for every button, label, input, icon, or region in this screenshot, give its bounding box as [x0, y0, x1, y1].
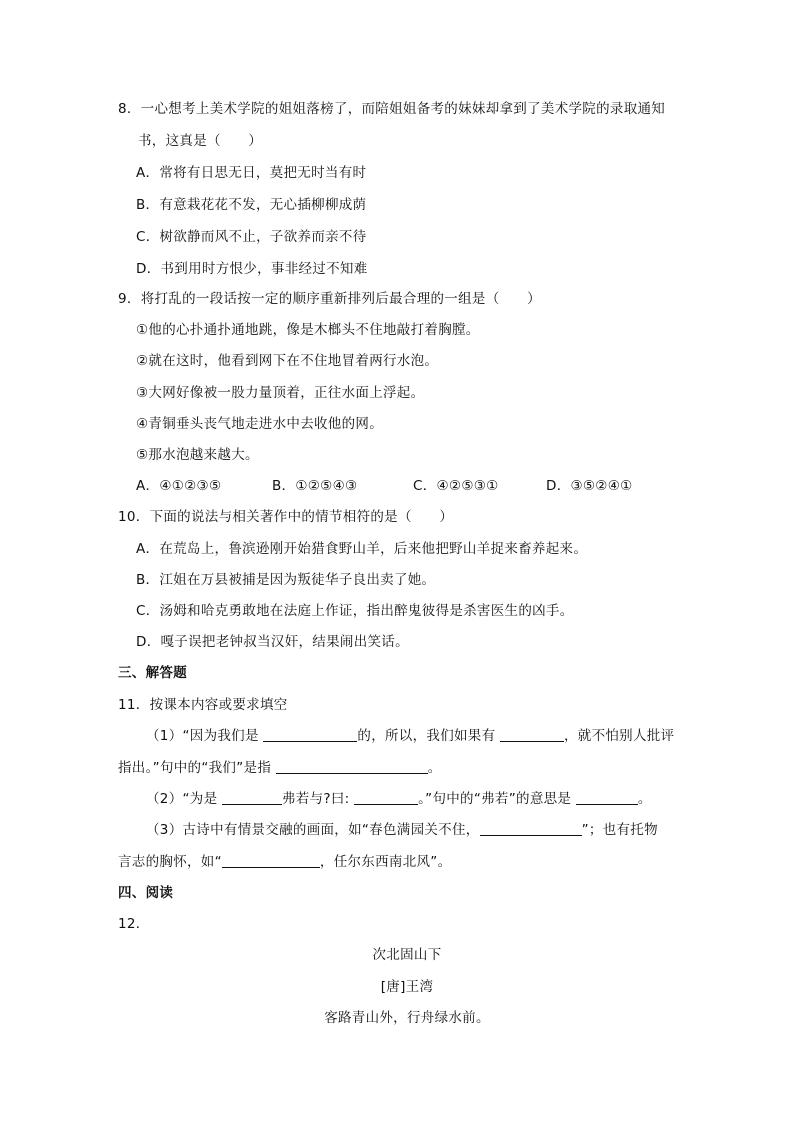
q9-sentence-2: ②就在这时，他看到网下在不住地冒着两行水泡。 — [136, 353, 439, 369]
q11-part3-text-c: 言志的胸怀，如“ — [118, 854, 222, 870]
q9-sentence-5: ⑤那水泡越来越大。 — [136, 447, 259, 463]
q11-part3-text-a: （3）古诗中有情景交融的画面，如“春色满园关不住， — [146, 822, 480, 838]
q11-part1-text-e: 。 — [427, 760, 442, 776]
q11-part1-line2 — [118, 758, 442, 778]
q8-stem-line2: 书，这真是（ ） — [138, 133, 263, 149]
q9-option-d: D．③⑤②④① — [546, 478, 633, 494]
q8-option-a: A．常将有日思无日，莫把无时当有时 — [136, 165, 367, 181]
q11-part1-line1 — [146, 726, 674, 746]
q9-sentence-3: ③大网好像被一股力量顶着，正往水面上浮起。 — [136, 385, 425, 401]
q10-option-c: C．汤姆和哈克勇敢地在法庭上作证，指出醉鬼彼得是杀害医生的凶手。 — [136, 603, 574, 619]
q9-sentence-1: ①他的心扑通扑通地跳，像是木榔头不住地敲打着胸膛。 — [136, 322, 480, 338]
q8-option-d: D．书到用时方恨少，事非经过不知难 — [136, 261, 368, 277]
q10-stem: 10．下面的说法与相关著作中的情节相符的是（ ） — [118, 509, 454, 525]
poem-author: [唐]王湾 — [380, 979, 434, 995]
q11-blank-4[interactable] — [222, 790, 282, 805]
q10-option-a: A．在荒岛上，鲁滨逊刚开始猎食野山羊，后来他把野山羊捉来畜养起来。 — [136, 541, 588, 557]
q9-option-a: A．④①②③⑤ — [136, 478, 222, 494]
q11-stem: 11．按课本内容或要求填空 — [118, 697, 288, 713]
q8-stem-line1: 8．一心想考上美术学院的姐姐落榜了，而陪姐姐备考的妹妹却拿到了美术学院的录取通知 — [118, 101, 666, 117]
q11-part2-line — [146, 789, 652, 809]
q11-part3-text-b: ”；也有托物 — [581, 822, 658, 838]
q11-part1-text-d: 指出。”句中的“我们”是指 — [118, 760, 272, 776]
q9-option-c: C．④②⑤③① — [413, 478, 499, 494]
q11-blank-5[interactable] — [354, 790, 418, 805]
q11-part3-text-d: ，任尔东西南北风”。 — [319, 854, 452, 870]
q11-part2-text-d: 。 — [637, 791, 652, 807]
section-4-heading: 四、阅读 — [118, 885, 174, 901]
poem-line-1: 客路青山外，行舟绿水前。 — [324, 1010, 490, 1026]
q11-blank-8[interactable] — [222, 853, 320, 868]
q11-part2-text-b: 弗若与?曰: — [281, 791, 350, 807]
q11-part3-line1 — [146, 820, 658, 840]
q11-part1-text-b: 的，所以，我们如果有 — [357, 728, 496, 744]
q9-option-b: B．①②⑤④③ — [272, 478, 358, 494]
q10-option-d: D．嘎子误把老钟叔当汉奸，结果闹出笑话。 — [136, 634, 409, 650]
q11-blank-1[interactable] — [263, 727, 357, 742]
q9-sentence-4: ④青铜垂头丧气地走进水中去收他的网。 — [136, 416, 384, 432]
q11-part3-line2 — [118, 852, 451, 872]
q12-number: 12． — [118, 916, 150, 932]
q11-part1-text-c: ，就不怕别人批评 — [563, 728, 675, 744]
poem-title: 次北固山下 — [372, 947, 442, 963]
q11-part2-text-c: 。”句中的“弗若”的意思是 — [418, 791, 572, 807]
q11-part1-text-a: （1）“因为我们是 — [146, 728, 259, 744]
q9-stem: 9．将打乱的一段话按一定的顺序重新排列后最合理的一组是（ ） — [118, 291, 541, 307]
q8-option-b: B．有意栽花花不发，无心插柳柳成荫 — [136, 197, 367, 213]
q11-blank-7[interactable] — [480, 821, 582, 836]
section-3-heading: 三、解答题 — [118, 665, 187, 681]
q11-blank-3[interactable] — [276, 759, 428, 774]
q11-part2-text-a: （2）“为是 — [146, 791, 218, 807]
q8-option-c: C．树欲静而风不止，子欲养而亲不待 — [136, 229, 367, 245]
q11-blank-2[interactable] — [500, 727, 564, 742]
q10-option-b: B．江姐在万县被捕是因为叛徒华子良出卖了她。 — [136, 572, 436, 588]
q11-blank-6[interactable] — [576, 790, 638, 805]
